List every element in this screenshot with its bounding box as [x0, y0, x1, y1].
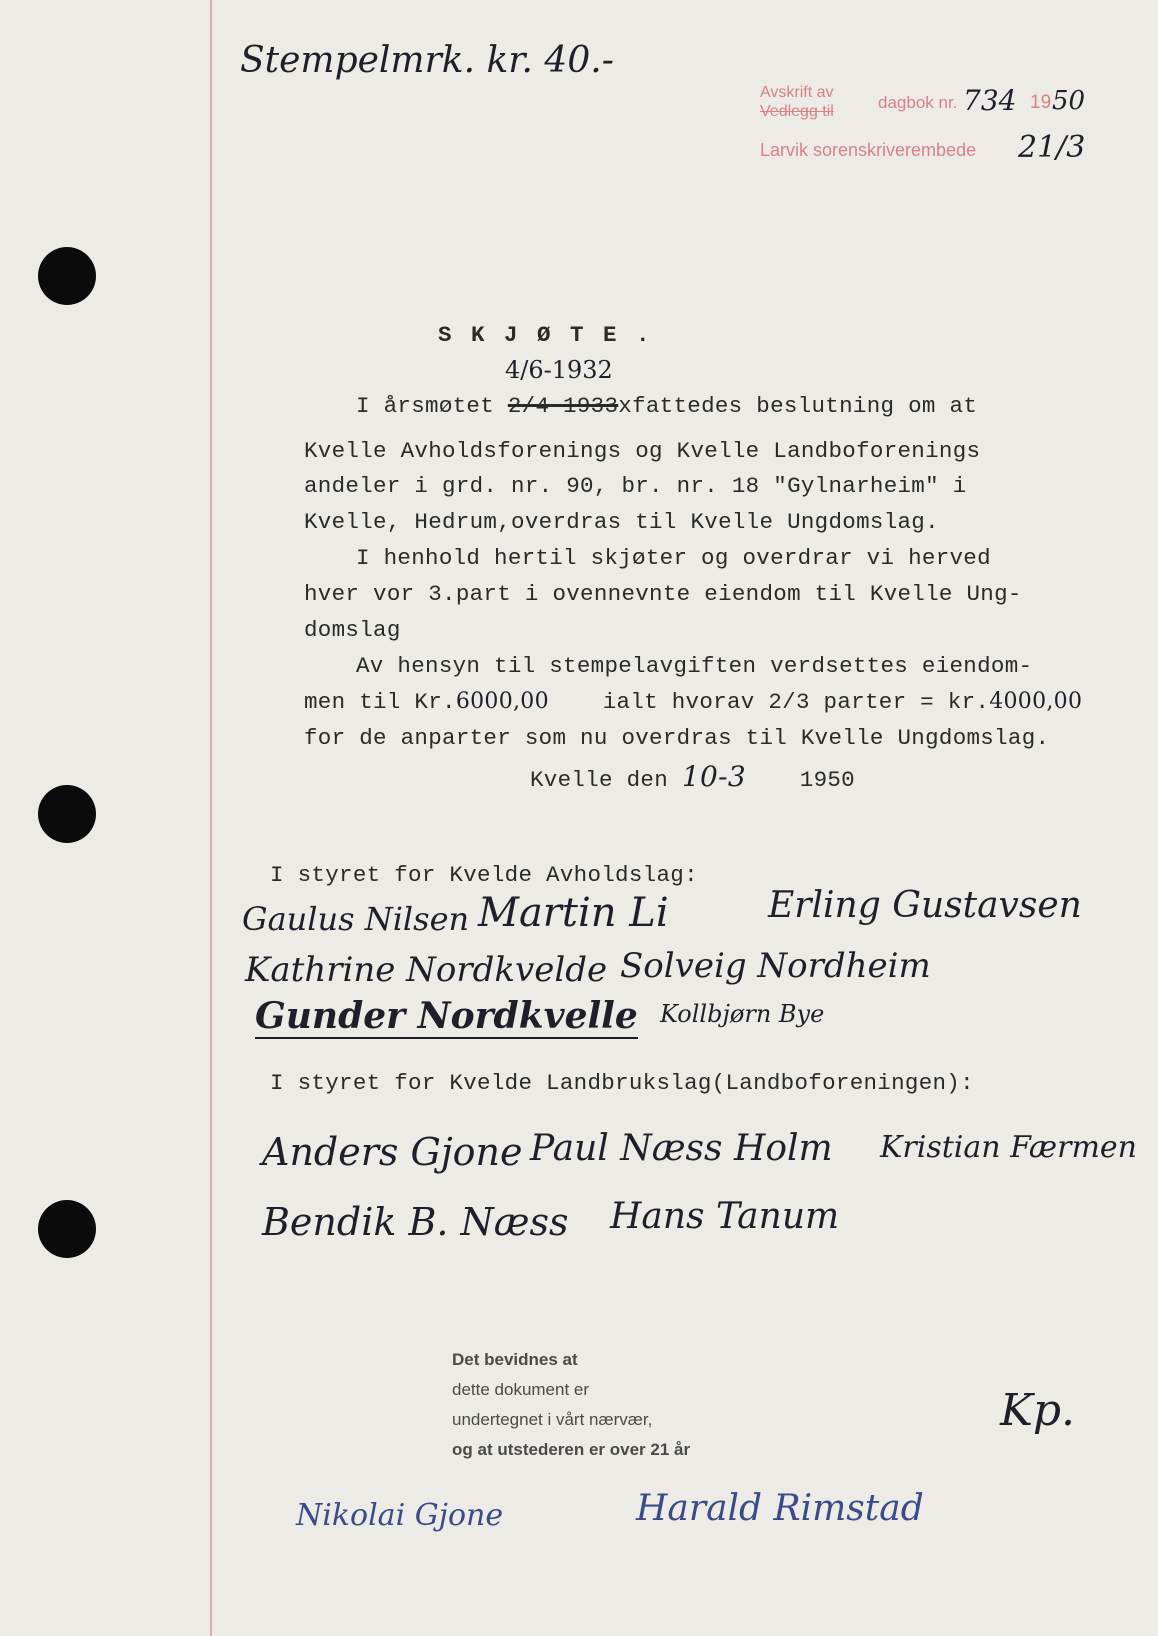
signature: Anders Gjone	[262, 1130, 523, 1174]
signature: Gunder Nordkvelle	[255, 995, 638, 1037]
board1-heading: I styret for Kvelde Avholdslag:	[270, 862, 698, 888]
stamp-year-prefix: 19	[1030, 92, 1052, 113]
body-line-8: Av hensyn til stempelavgiften verdsettes eiendom-	[356, 653, 1033, 679]
date-correction: 4/6-1932	[505, 356, 613, 384]
stamp-line-2: Vedlegg til	[760, 103, 834, 120]
signature: Bendik B. Næss	[262, 1200, 569, 1244]
stamp-year-suffix: 50	[1052, 86, 1086, 116]
document-title: S K J Ø T E .	[438, 322, 653, 348]
signature: Erling Gustavsen	[768, 885, 1082, 926]
body-line-2: Kvelle Avholdsforenings og Kvelle Landboforenings	[304, 438, 981, 464]
signature: Solveig Nordheim	[620, 946, 931, 986]
margin-rule	[210, 0, 212, 1636]
witness-line-4: og at utstederen er over 21 år	[452, 1440, 691, 1459]
stamp-dagbok-label: dagbok nr.	[878, 93, 958, 112]
witness-line-2: dette dokument er	[452, 1380, 590, 1399]
body-line-6: hver vor 3.part i ovennevnte eiendom til Kvelle Ung-	[304, 581, 1022, 607]
stamp-line-1: Avskrift av	[760, 84, 834, 101]
body-line-1-a: I årsmøtet	[356, 393, 495, 419]
body-line-10: for de anparter som nu overdras til Kvelle Ungdomslag.	[304, 725, 1050, 751]
signature: Paul Næss Holm	[530, 1128, 833, 1169]
witness-line-3: undertegnet i vårt nærvær,	[452, 1410, 653, 1429]
stamp-date: 21/3	[1018, 130, 1086, 165]
struck-date: 2/4-1933	[507, 393, 619, 419]
valuation-amount: 6000,00	[455, 689, 549, 714]
body-line-9-a: men til Kr.	[304, 689, 456, 715]
body-line-1	[356, 393, 977, 419]
place-date-year: 1950	[799, 767, 855, 793]
signature: Kathrine Nordkvelde	[245, 950, 608, 990]
punch-hole	[38, 247, 96, 305]
stamp-duty-note: Stempelmrk. kr. 40.-	[240, 40, 614, 81]
body-line-9-b: ialt hvorav 2/3 parter = kr.	[602, 689, 990, 715]
signature: Gaulus Nilsen	[242, 900, 470, 938]
signature: Kollbjørn Bye	[660, 1000, 825, 1028]
initials: Kp.	[1000, 1385, 1076, 1436]
punch-hole	[38, 785, 96, 843]
body-line-1-b: xfattedes beslutning om at	[618, 393, 978, 419]
signature: Martin Li	[478, 890, 669, 936]
signature: Hans Tanum	[610, 1196, 840, 1237]
place-date-label: Kvelle den	[530, 767, 669, 793]
place-date-handwritten: 10-3	[681, 760, 746, 793]
stamp-office: Larvik sorenskriverembede	[760, 140, 977, 160]
body-line-3: andeler i grd. nr. 90, br. nr. 18 "Gylnarheim" i	[304, 473, 967, 499]
share-amount: 4000,00	[989, 689, 1083, 714]
body-line-5: I henhold hertil skjøter og overdrar vi herved	[356, 545, 991, 571]
signature: Kristian Færmen	[880, 1130, 1137, 1165]
board2-heading: I styret for Kvelde Landbrukslag(Landboforeningen):	[270, 1070, 974, 1096]
witness-signature: Nikolai Gjone	[296, 1498, 504, 1533]
witness-line-1: Det bevidnes at	[452, 1350, 578, 1369]
dagbok-number: 734	[963, 84, 1017, 117]
body-line-7: domslag	[304, 617, 401, 643]
body-line-9	[304, 689, 1082, 715]
punch-hole	[38, 1200, 96, 1258]
place-date	[530, 760, 855, 793]
body-line-4: Kvelle, Hedrum,overdras til Kvelle Ungdomslag.	[304, 509, 939, 535]
witness-signature: Harald Rimstad	[636, 1488, 924, 1529]
